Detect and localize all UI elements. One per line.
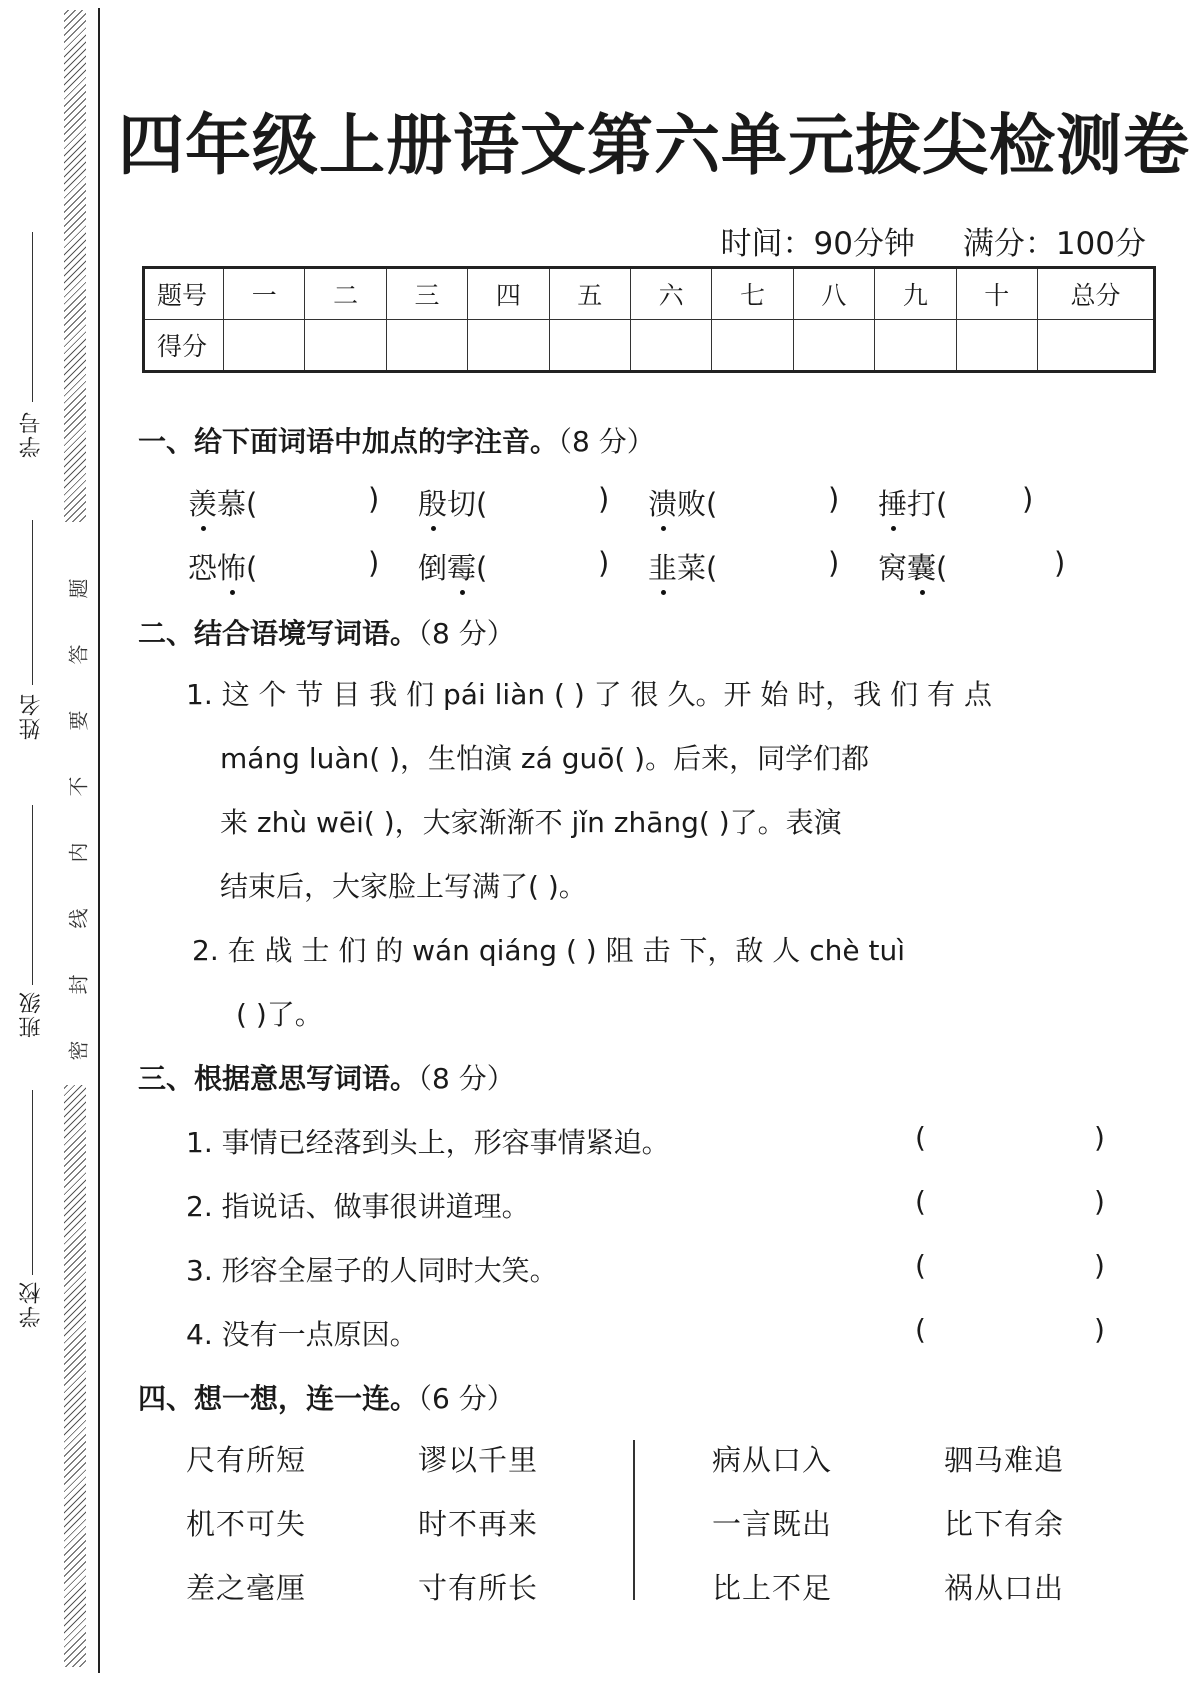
pinyin-answer-close[interactable]: ) [1022,482,1034,516]
context-line: máng luàn( )，生怕演 zá guō( )。后来，同学们都 [220,742,870,775]
section-2-points: （8 分） [418,617,515,650]
definition-answer-open[interactable]: ( [915,1185,926,1218]
pinyin-answer-close[interactable]: ) [598,482,610,516]
context-line: 来 zhù wēi( )，大家渐渐不 jǐn zhāng( )了。表演 [220,806,842,839]
idiom-right-1[interactable]: 一言既出 [712,1507,833,1541]
field-class-blank[interactable] [32,805,33,985]
score-value-cell[interactable] [549,320,630,372]
definition-item: 1. 事情已经落到头上，形容事情紧迫。 [186,1126,670,1159]
section-4-title: 四、想一想，连一连。 [138,1382,419,1415]
definition-item: 3. 形容全屋子的人同时大笑。 [186,1254,558,1287]
idiom-left-1[interactable]: 机不可失 [186,1507,307,1541]
seal-char: 要 [66,710,91,731]
idiom-right-2[interactable]: 驷马难追 [944,1443,1065,1477]
idiom-right-1[interactable]: 病从口入 [712,1443,833,1477]
pinyin-answer-close[interactable]: ) [1054,546,1066,580]
match-divider [633,1440,635,1600]
idiom-left-1[interactable]: 尺有所短 [186,1443,307,1477]
field-school-blank[interactable] [32,1090,33,1275]
score-value-label: 得分 [144,320,224,372]
score-value-cell[interactable] [956,320,1037,372]
score-table [142,266,1156,373]
score-header-label: 题号 [144,268,224,320]
definition-answer-open[interactable]: ( [915,1249,926,1282]
pinyin-word: 殷切( [418,487,488,521]
seal-char: 不 [66,776,91,797]
context-line: 结束后，大家脸上写满了( )。 [220,870,587,903]
context-line: ( )了。 [236,998,323,1031]
seal-char: 密 [66,1040,91,1061]
section-1-heading [138,420,655,460]
score-value-cell[interactable] [1038,320,1155,372]
pinyin-answer-close[interactable]: ) [368,482,380,516]
section-3-title: 三、根据意思写词语。 [138,1062,419,1095]
score-header-cell: 四 [468,268,549,320]
definition-item: 4. 没有一点原因。 [186,1318,418,1351]
idiom-left-1[interactable]: 差之毫厘 [186,1571,307,1605]
score-value-cell[interactable] [630,320,711,372]
idiom-right-1[interactable]: 比上不足 [712,1571,833,1605]
field-name-blank[interactable] [32,520,33,685]
score-value-cell[interactable] [793,320,874,372]
seal-char: 线 [66,908,91,929]
idiom-right-2[interactable]: 祸从口出 [944,1571,1065,1605]
score-value-cell[interactable] [224,320,305,372]
score-value-cell[interactable] [712,320,793,372]
exam-meta [683,218,1146,263]
pinyin-word: 溃败( [648,487,718,521]
context-line: 2. 在 战 士 们 的 wán qiáng ( ) 阻 击 下，敌 人 chè tuì [192,934,905,967]
margin-hatch-top [64,10,86,522]
seal-char: 封 [66,974,91,995]
idiom-left-2[interactable]: 时不再来 [418,1507,539,1541]
pinyin-word: 羡慕( [188,487,258,521]
score-header-cell: 二 [305,268,386,320]
definition-answer-close[interactable]: ) [1094,1249,1105,1282]
definition-answer-open[interactable]: ( [915,1121,926,1154]
pinyin-word: 窝囊( [878,551,948,585]
score-value-row [144,320,1155,372]
margin-rule [98,8,100,1673]
definition-answer-close[interactable]: ) [1094,1185,1105,1218]
score-header-cell: 七 [712,268,793,320]
score-header-cell: 六 [630,268,711,320]
score-header-cell: 一 [224,268,305,320]
score-value-cell[interactable] [386,320,467,372]
score-value-cell[interactable] [468,320,549,372]
score-header-cell: 三 [386,268,467,320]
seal-char: 内 [66,842,91,863]
definition-answer-open[interactable]: ( [915,1313,926,1346]
score-header-cell: 十 [956,268,1037,320]
pinyin-word: 韭菜( [648,551,718,585]
definition-answer-close[interactable]: ) [1094,1121,1105,1154]
field-student-id: 学号 [19,410,44,458]
score-header-cell: 五 [549,268,630,320]
pinyin-word: 捶打( [878,487,948,521]
field-class: 班级 [19,990,44,1038]
field-student-id-blank[interactable] [32,232,33,402]
exam-full-score: 满分：100分 [962,226,1146,262]
seal-char: 答 [66,644,91,665]
field-school: 学校 [19,1280,44,1328]
idiom-right-2[interactable]: 比下有余 [944,1507,1065,1541]
section-1-points: （8 分） [558,425,655,458]
definition-item: 2. 指说话、做事很讲道理。 [186,1190,530,1223]
section-3-points: （8 分） [418,1062,515,1095]
seal-char: 题 [66,578,91,599]
idiom-left-2[interactable]: 寸有所长 [418,1571,539,1605]
pinyin-answer-close[interactable]: ) [598,546,610,580]
pinyin-answer-close[interactable]: ) [828,482,840,516]
section-4-heading [138,1377,515,1417]
exam-time: 时间：90分钟 [720,226,915,262]
field-name: 姓名 [19,692,44,740]
definition-answer-close[interactable]: ) [1094,1313,1105,1346]
section-3-heading [138,1057,515,1097]
section-2-heading [138,612,515,652]
score-value-cell[interactable] [305,320,386,372]
pinyin-answer-close[interactable]: ) [368,546,380,580]
pinyin-answer-close[interactable]: ) [828,546,840,580]
pinyin-word: 恐怖( [188,551,258,585]
idiom-left-2[interactable]: 谬以千里 [418,1443,539,1477]
score-value-cell[interactable] [875,320,956,372]
score-header-cell: 九 [875,268,956,320]
margin-hatch-bottom [64,1085,86,1667]
section-1-title: 一、给下面词语中加点的字注音。 [138,425,559,458]
score-header-row [144,268,1155,320]
page-title: 四年级上册语文第六单元拔尖检测卷 [118,106,1190,184]
pinyin-word: 倒霉( [418,551,488,585]
context-line: 1. 这 个 节 目 我 们 pái liàn ( ) 了 很 久。开 始 时，我 们 有 点 [186,678,992,711]
score-header-cell: 八 [793,268,874,320]
section-4-points: （6 分） [418,1382,515,1415]
section-2-title: 二、结合语境写词语。 [138,617,419,650]
score-header-total: 总分 [1038,268,1155,320]
